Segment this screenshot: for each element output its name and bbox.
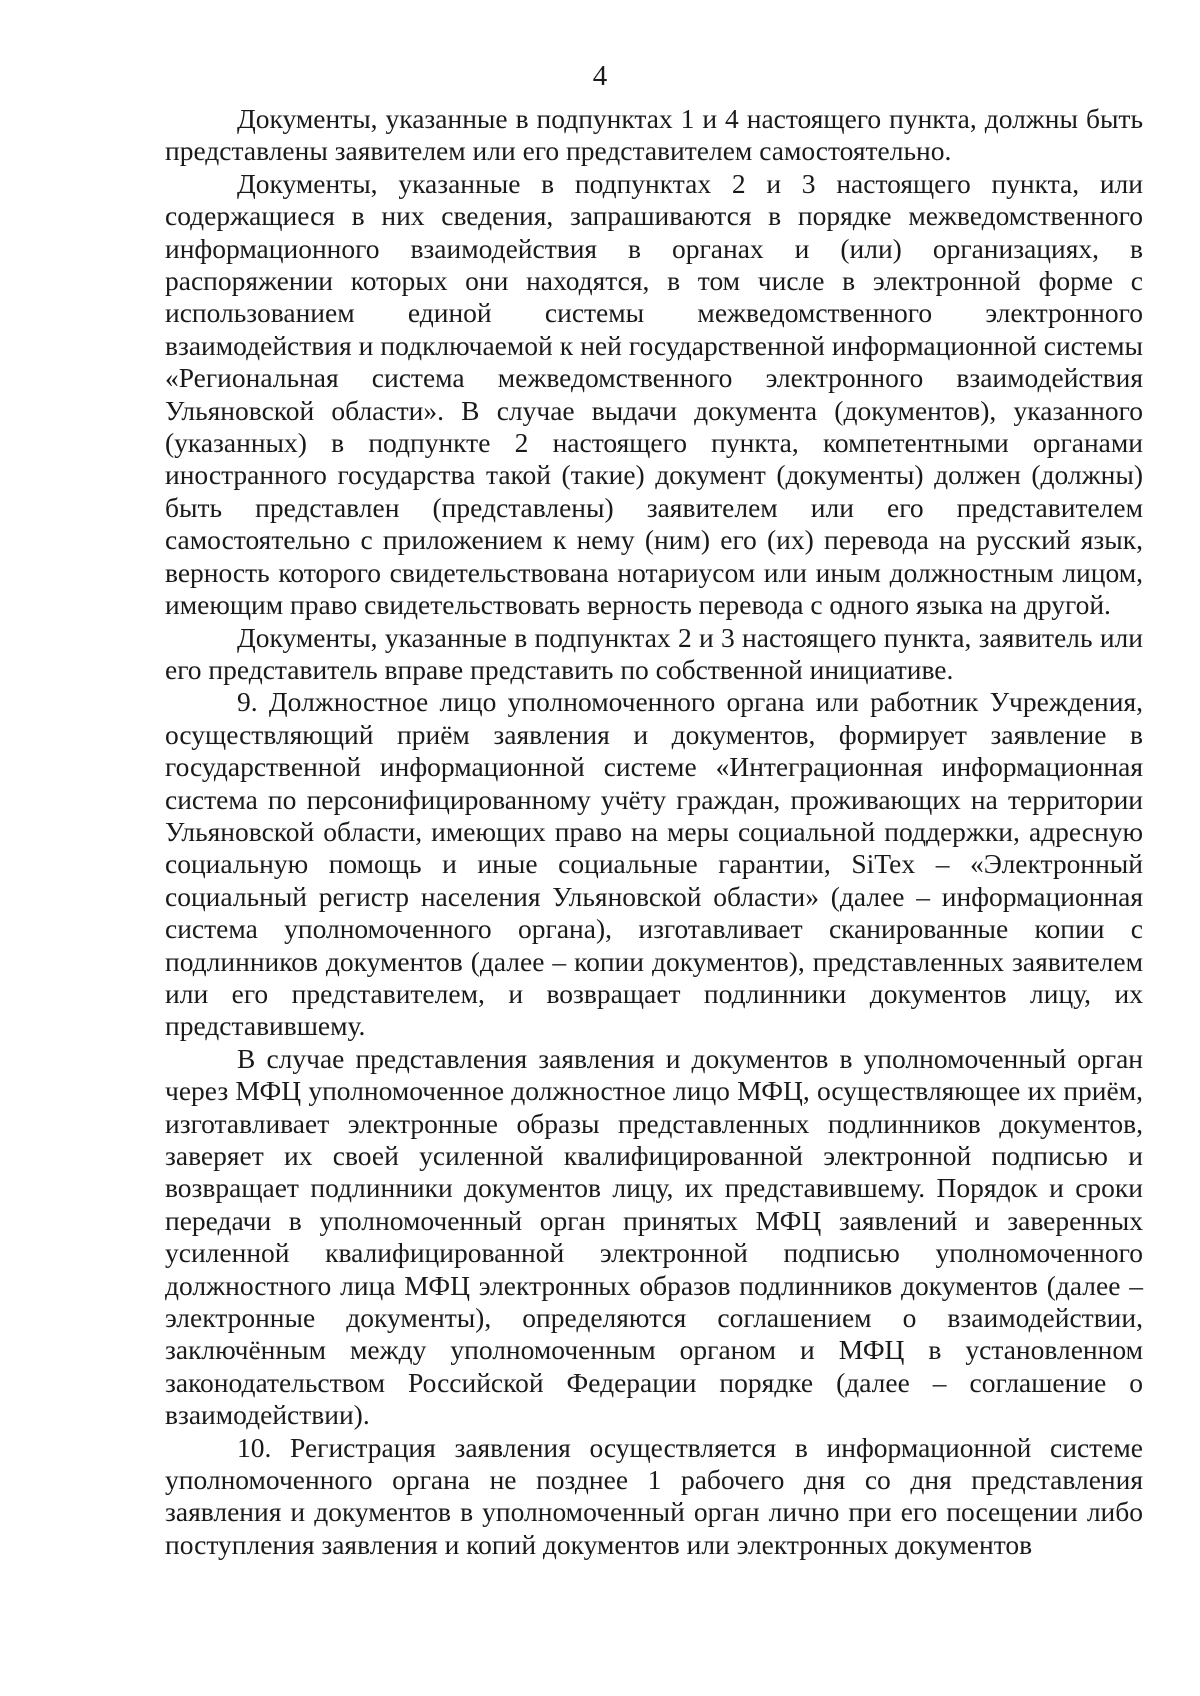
document-body (165, 103, 1143, 1561)
paragraph-documents-2-3-interagency: Документы, указанные в подпунктах 2 и 3 настоящего пункта, или содержащиеся в них сведения, запрашиваются в порядке межведомственного информационного взаимодействия в органах и (или) организациях, в распоряжении которых они находятся, в том числе в электронной форме с использованием единой системы межведомственного электронного взаимодействия и подключаемой к ней государственной информационной системы «Региональная система межведомственного электронного взаимодействия Ульяновской области». В случае выдачи документа (документов), указанного (указанных) в подпункте 2 настоящего пункта, компетентными органами иностранного государства такой (такие) документ (документы) должен (должны) быть представлен (представлены) заявителем или его представителем самостоятельно с приложением к нему (ним) его (их) перевода на русский язык, верность которого свидетельствована нотариусом или иным должностным лицом, имеющим право свидетельствовать верность перевода с одного языка на другой. (165, 167, 1143, 621)
page-number: 4 (592, 60, 608, 92)
paragraph-documents-1-4: Документы, указанные в подпунктах 1 и 4 настоящего пункта, должны быть представлены заявителем или его представителем самостоятельно. (165, 103, 1143, 167)
paragraph-item-10: 10. Регистрация заявления осуществляется в информационной системе уполномоченного органа не позднее 1 рабочего дня со дня представления заявления и документов в уполномоченный орган лично при его посещении либо поступления заявления и копий документов или электронных документов (165, 1431, 1143, 1560)
paragraph-mfc-submission: В случае представления заявления и документов в уполномоченный орган через МФЦ уполномоченное должностное лицо МФЦ, осуществляющее их приём, изготавливает электронные образы представленных подлинников документов, заверяет их своей усиленной квалифицированной электронной подписью и возвращает подлинники документов лицу, их представившему. Порядок и сроки передачи в уполномоченный орган принятых МФЦ заявлений и заверенных усиленной квалифицированной электронной подписью уполномоченного должностного лица МФЦ электронных образов подлинников документов (далее – электронные документы), определяются соглашением о взаимодействии, заключённым между уполномоченным органом и МФЦ в установленном законодательством Российской Федерации порядке (далее – соглашение о взаимодействии). (165, 1042, 1143, 1431)
paragraph-documents-own-initiative: Документы, указанные в подпунктах 2 и 3 настоящего пункта, заявитель или его представитель вправе представить по собственной инициативе. (165, 621, 1143, 685)
paragraph-item-9: 9. Должностное лицо уполномоченного органа или работник Учреждения, осуществляющий приём заявления и документов, формирует заявление в государственной информационной системе «Интеграционная информационная система по персонифицированному учёту граждан, проживающих на территории Ульяновской области, имеющих право на меры социальной поддержки, адресную социальную помощь и иные социальные гарантии, SiTex – «Электронный социальный регистр населения Ульяновской области» (далее – информационная система уполномоченного органа), изготавливает сканированные копии с подлинников документов (далее – копии документов), представленных заявителем или его представителем, и возвращает подлинники документов лицу, их представившему. (165, 686, 1143, 1042)
